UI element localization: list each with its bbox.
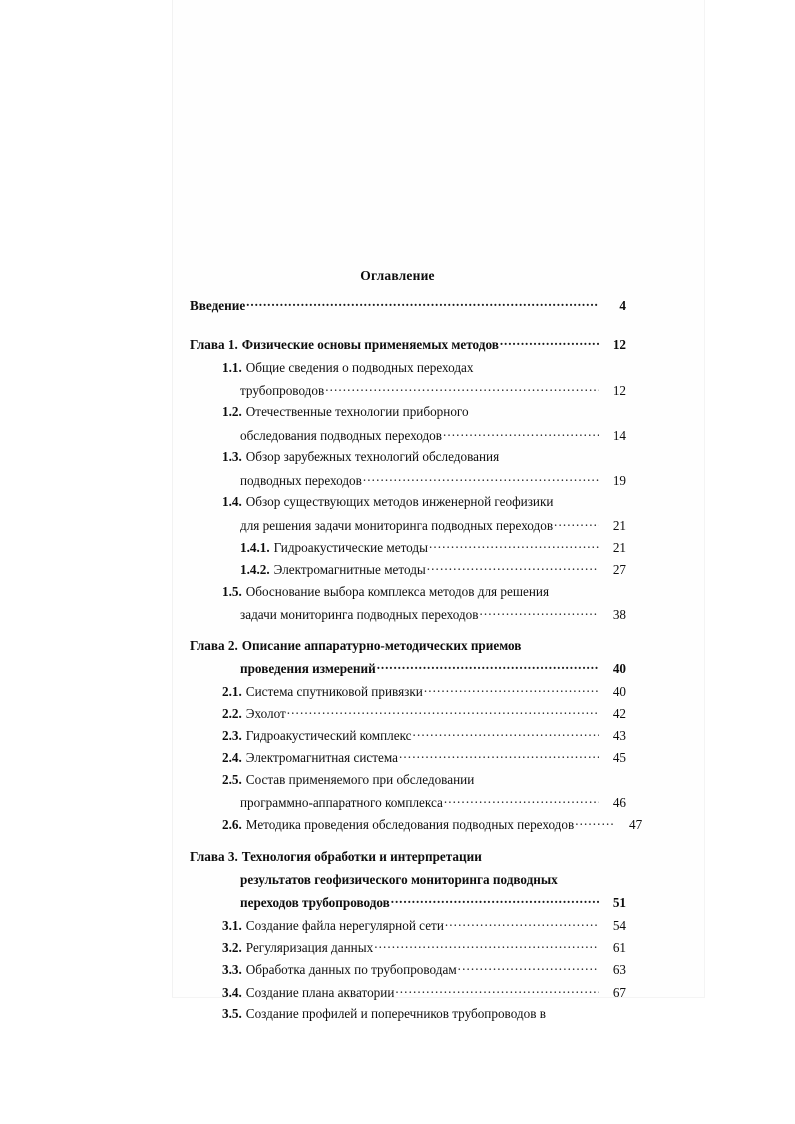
toc-entry-title: Обзор зарубежных технологий обследования	[245, 449, 500, 464]
dot-leader	[374, 939, 599, 952]
dot-leader	[444, 794, 599, 807]
toc-entry-2-2[interactable]	[222, 705, 626, 722]
toc-entry-page-number: 19	[612, 473, 626, 489]
toc-entry-number: 1.3.	[222, 449, 242, 464]
toc-entry-title: результатов геофизического мониторинга подводных	[240, 872, 558, 887]
toc-entry-title: проведения измерений	[240, 661, 376, 677]
toc-entry-title: Электромагнитная система	[245, 750, 398, 766]
toc-entry-title: программно-аппаратного комплекса	[240, 795, 443, 811]
toc-entry-page-number: 40	[612, 684, 626, 700]
toc-entry-vvedenie[interactable]	[190, 297, 626, 314]
toc-entry-3-1[interactable]	[222, 917, 626, 934]
toc-entry-page-number: 54	[612, 918, 626, 934]
dot-leader	[246, 297, 599, 310]
toc-entry-2-1[interactable]	[222, 683, 626, 700]
toc-entry-2-5[interactable]	[222, 772, 626, 788]
toc-entry-number: 1.1.	[222, 360, 242, 375]
toc-entry-page-number: 38	[612, 607, 626, 623]
toc-entry-title: Создание плана акватории	[245, 985, 395, 1001]
toc-entry-number: 3.4.	[222, 985, 242, 1001]
dot-leader	[429, 539, 599, 552]
dot-leader	[445, 917, 599, 930]
dot-leader	[575, 816, 615, 829]
toc-entry-chapter-3[interactable]	[190, 849, 626, 865]
toc-entry-title: для решения задачи мониторинга подводных переходов	[240, 518, 554, 534]
toc-entry-title: Эхолот	[245, 706, 286, 722]
toc-entry-page-number: 67	[612, 985, 626, 1001]
toc-entry-page-number: 61	[612, 940, 626, 956]
toc-entry-number: 2.6.	[222, 817, 242, 833]
dot-leader	[443, 427, 599, 440]
toc-entry-page-number: 21	[612, 518, 626, 534]
toc-entry-title: Общие сведения о подводных переходах	[245, 360, 474, 375]
toc-entry-1-5-cont[interactable]	[240, 606, 626, 623]
toc-entry-title: Введение	[190, 298, 246, 314]
toc-entry-title: Создание профилей и поперечников трубопроводов в	[245, 1006, 546, 1021]
toc-entry-number: 2.5.	[222, 772, 242, 787]
toc-entry-title: трубопроводов	[240, 383, 325, 399]
toc-entry-page-number: 43	[612, 728, 626, 744]
toc-entry-number: 1.4.1.	[240, 540, 270, 556]
toc-entry-number: 2.3.	[222, 728, 242, 744]
dot-leader	[479, 606, 599, 619]
toc-entry-title: Гидроакустический комплекс	[245, 728, 412, 744]
toc-entry-number: Глава 2.	[190, 638, 238, 653]
toc-entry-1-3[interactable]	[222, 449, 626, 465]
toc-entry-number: 3.5.	[222, 1006, 242, 1021]
dot-leader	[424, 683, 599, 696]
page-edge-left	[172, 0, 173, 998]
toc-entry-page-number: 4	[619, 298, 626, 314]
toc-entry-1-4-1[interactable]	[240, 539, 626, 556]
toc-entry-title: Система спутниковой привязки	[245, 684, 423, 700]
dot-leader	[391, 894, 599, 907]
toc-entry-number: Глава 1.	[190, 337, 238, 353]
toc-entry-number: 2.4.	[222, 750, 242, 766]
toc-entry-page-number: 27	[612, 562, 626, 578]
toc-entry-page-number: 42	[612, 706, 626, 722]
toc-entry-page-number: 14	[612, 428, 626, 444]
toc-entry-chapter-1[interactable]	[190, 336, 626, 353]
toc-entry-number: 2.1.	[222, 684, 242, 700]
toc-entry-number: 1.4.2.	[240, 562, 270, 578]
toc-entry-title: Обоснование выбора комплекса методов для решения	[245, 584, 550, 599]
toc-entry-1-5[interactable]	[222, 584, 626, 600]
toc-entry-page-number: 47	[629, 817, 643, 833]
toc-entry-page-number: 51	[612, 895, 626, 911]
toc-entry-2-6[interactable]	[222, 816, 643, 833]
toc-entry-page-number: 12	[612, 383, 626, 399]
toc-entry-title: Регуляризация данных	[245, 940, 374, 956]
toc-entry-title: Технология обработки и интерпретации	[241, 849, 482, 864]
toc-entry-number: 3.2.	[222, 940, 242, 956]
toc-entry-3-4[interactable]	[222, 984, 626, 1001]
toc-entry-1-1-cont[interactable]	[240, 382, 626, 399]
toc-entry-number: 1.2.	[222, 404, 242, 419]
toc-entry-title: Обработка данных по трубопроводам	[245, 962, 457, 978]
dot-leader	[458, 961, 599, 974]
dot-leader	[427, 561, 599, 574]
toc-entry-2-3[interactable]	[222, 727, 626, 744]
toc-entry-title: переходов трубопроводов	[240, 895, 390, 911]
dot-leader	[413, 727, 599, 740]
page-edge-right	[704, 0, 705, 998]
toc-entry-2-5-cont[interactable]	[240, 794, 626, 811]
toc-entry-1-2[interactable]	[222, 404, 626, 420]
toc-entry-number: 3.1.	[222, 918, 242, 934]
toc-entry-title: Гидроакустические методы	[273, 540, 428, 556]
toc-entry-1-1[interactable]	[222, 360, 626, 376]
toc-entry-page-number: 21	[612, 540, 626, 556]
toc-entry-page-number: 45	[612, 750, 626, 766]
toc-entry-page-number: 63	[612, 962, 626, 978]
toc-entry-number: 3.3.	[222, 962, 242, 978]
dot-leader	[363, 472, 599, 485]
toc-entry-2-4[interactable]	[222, 749, 626, 766]
toc-entry-3-5[interactable]	[222, 1006, 626, 1022]
dot-leader	[554, 517, 599, 530]
dot-leader	[500, 336, 599, 349]
toc-entry-number: 1.4.	[222, 494, 242, 509]
toc-entry-1-2-cont[interactable]	[240, 427, 626, 444]
toc-entry-chapter-3-cont-2[interactable]	[240, 894, 626, 911]
toc-entry-1-4-2[interactable]	[240, 561, 626, 578]
toc-entry-title: обследования подводных переходов	[240, 428, 442, 444]
toc-entry-1-3-cont[interactable]	[240, 472, 626, 489]
toc-entry-title: Описание аппаратурно-методических приемов	[241, 638, 522, 653]
dot-leader	[395, 984, 599, 997]
toc-entry-number: 1.5.	[222, 584, 242, 599]
toc-entry-title: Создание файла нерегулярной сети	[245, 918, 444, 934]
toc-entry-1-4[interactable]	[222, 494, 626, 510]
toc-entry-title: Отечественные технологии приборного	[245, 404, 469, 419]
toc-entry-title: подводных переходов	[240, 473, 362, 489]
toc-entry-page-number: 12	[612, 337, 626, 353]
dot-leader	[287, 705, 599, 718]
toc-entry-chapter-2[interactable]	[190, 638, 626, 654]
toc-entry-title: задачи мониторинга подводных переходов	[240, 607, 479, 623]
toc-entry-3-2[interactable]	[222, 939, 626, 956]
toc-entry-number: 2.2.	[222, 706, 242, 722]
toc-entry-3-3[interactable]	[222, 961, 626, 978]
toc-entry-page-number: 46	[612, 795, 626, 811]
dot-leader	[325, 382, 599, 395]
dot-leader	[377, 660, 599, 673]
toc-entry-chapter-3-cont-1[interactable]	[240, 872, 626, 888]
toc-entry-number: Глава 3.	[190, 849, 238, 864]
toc-entry-title: Методика проведения обследования подводных переходов	[245, 817, 575, 833]
page-title: Оглавление	[360, 268, 435, 283]
toc-entry-title: Состав применяемого при обследовании	[245, 772, 475, 787]
toc-entry-title: Электромагнитные методы	[273, 562, 426, 578]
toc-entry-title: Обзор существующих методов инженерной геофизики	[245, 494, 554, 509]
toc-entry-page-number: 40	[612, 661, 626, 677]
dot-leader	[399, 749, 599, 762]
toc-entry-title: Физические основы применяемых методов	[241, 337, 499, 353]
toc-entry-1-4-cont[interactable]	[240, 517, 626, 534]
toc-entry-chapter-2-cont[interactable]	[240, 660, 626, 677]
